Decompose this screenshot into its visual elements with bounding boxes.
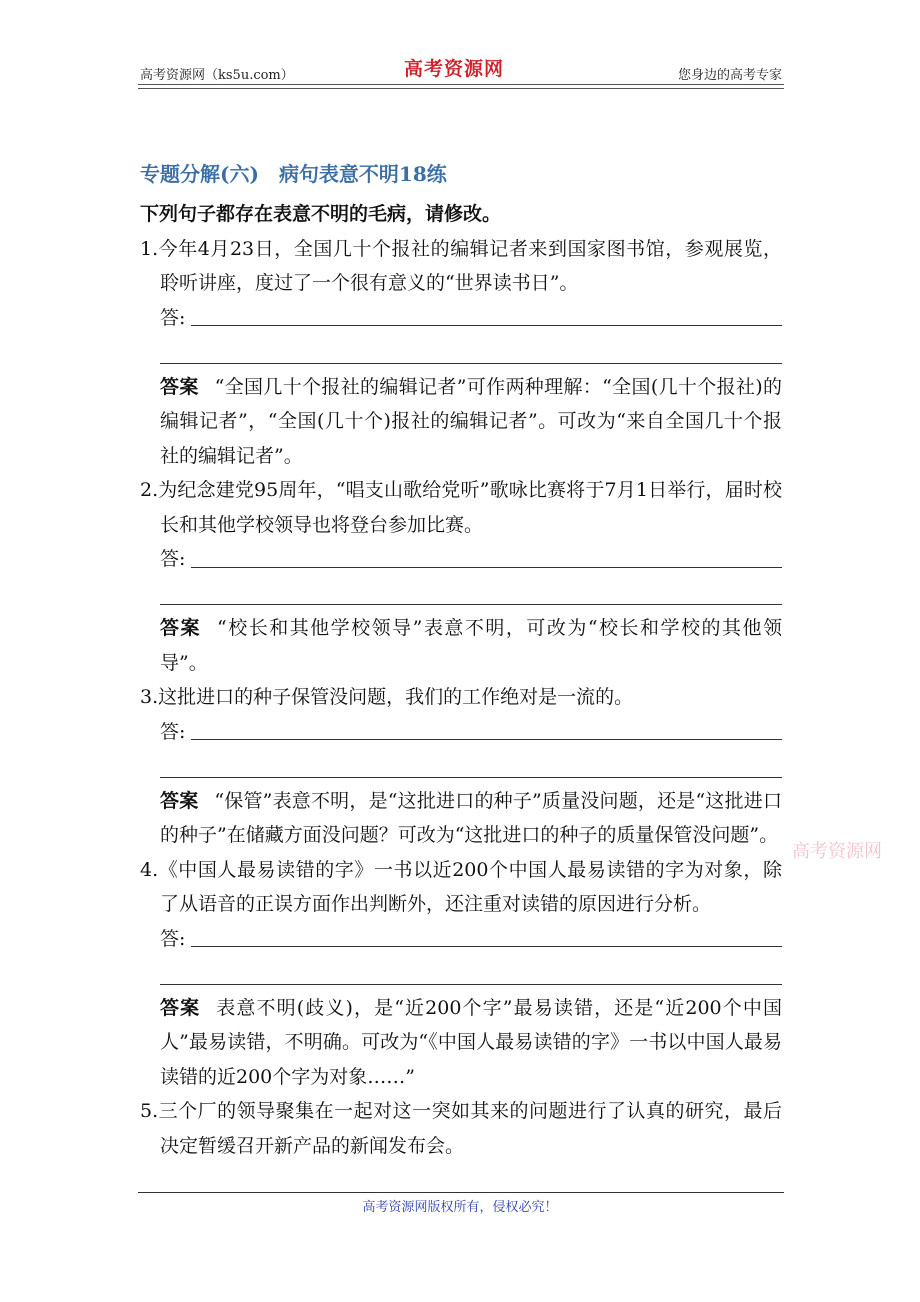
- answer-2: [140, 611, 782, 680]
- answer-prompt: 答:: [160, 548, 186, 570]
- question-1: 1.今年4月23日，全国几十个报社的编辑记者来到国家图书馆，参观展览，聆听讲座，度过了一个很有意义的“世界读书日”。: [140, 237, 782, 294]
- answer-1: [140, 370, 782, 474]
- question-3: 3.这批进口的种子保管没问题，我们的工作绝对是一流的。: [140, 686, 634, 708]
- header-logo: 高考资源网: [404, 58, 505, 80]
- answer-underline[interactable]: [191, 325, 782, 326]
- answer-blank-line[interactable]: [160, 571, 782, 606]
- answer-3: [140, 784, 782, 853]
- answer-prompt: 答:: [160, 927, 186, 950]
- header-right: 您身边的高考专家: [677, 68, 782, 83]
- answer-blank-line[interactable]: [160, 329, 782, 364]
- title-main: 专题分解(六): [140, 162, 259, 186]
- question-5: 5.三个厂的领导聚集在一起对这一突如其来的问题进行了认真的研究，最后决定暂缓召开新产品的新闻发布会。: [140, 1100, 782, 1157]
- footer-divider: [138, 1192, 784, 1193]
- answer-blank-line[interactable]: [160, 950, 782, 985]
- title-sub: 病句表意不明18练: [278, 162, 447, 186]
- answer-4: [140, 991, 782, 1095]
- question-4: 4.《中国人最易读错的字》一书以近200个中国人最易读错的字为对象，除了从语音的正误方面作出判断外，还注重对读错的原因进行分析。: [140, 858, 782, 915]
- header-divider: [138, 84, 784, 89]
- header-left: 高考资源网（ks5u.com）: [140, 68, 294, 83]
- answer-text: “校长和其他学校领导”表意不明，可改为“校长和学校的其他领导”。: [160, 617, 782, 674]
- answer-text: “保管”表意不明，是“这批进口的种子”质量没问题，还是“这批进口的种子”在储藏方面没问题？可改为“这批进口的种子的质量保管没问题”。: [160, 789, 782, 846]
- answer-label: 答案: [160, 789, 199, 812]
- answer-label: 答案: [160, 375, 199, 398]
- answer-label: 答案: [160, 617, 201, 639]
- watermark: 高考资源网: [792, 841, 882, 862]
- answer-underline[interactable]: [191, 567, 782, 568]
- answer-underline[interactable]: [191, 739, 782, 740]
- answer-prompt: 答:: [160, 720, 186, 743]
- page-title: [140, 158, 447, 187]
- answer-blank-line[interactable]: [160, 743, 782, 778]
- answer-underline[interactable]: [191, 946, 782, 947]
- answer-prompt: 答:: [160, 306, 186, 329]
- question-2: 2.为纪念建党95周年，“唱支山歌给党听”歌咏比赛将于7月1日举行，届时校长和其他学校领导也将登台参加比赛。: [140, 479, 782, 536]
- exercise-body: [140, 197, 782, 1163]
- answer-text: “全国几十个报社的编辑记者”可作两种理解：“全国(几十个报社)的编辑记者”，“全国(几十个)报社的编辑记者”。可改为“来自全国几十个报社的编辑记者”。: [160, 375, 782, 467]
- footer-text: 高考资源网版权所有，侵权必究！: [362, 1200, 558, 1215]
- answer-text: 表意不明(歧义)，是“近200个字”最易读错，还是“近200个中国人”最易读错，不明确。可改为“《中国人最易读错的字》一书以中国人最易读错的近200个字为对象……”: [160, 996, 782, 1088]
- instruction: 下列句子都存在表意不明的毛病，请修改。: [140, 203, 502, 225]
- answer-label: 答案: [160, 996, 201, 1019]
